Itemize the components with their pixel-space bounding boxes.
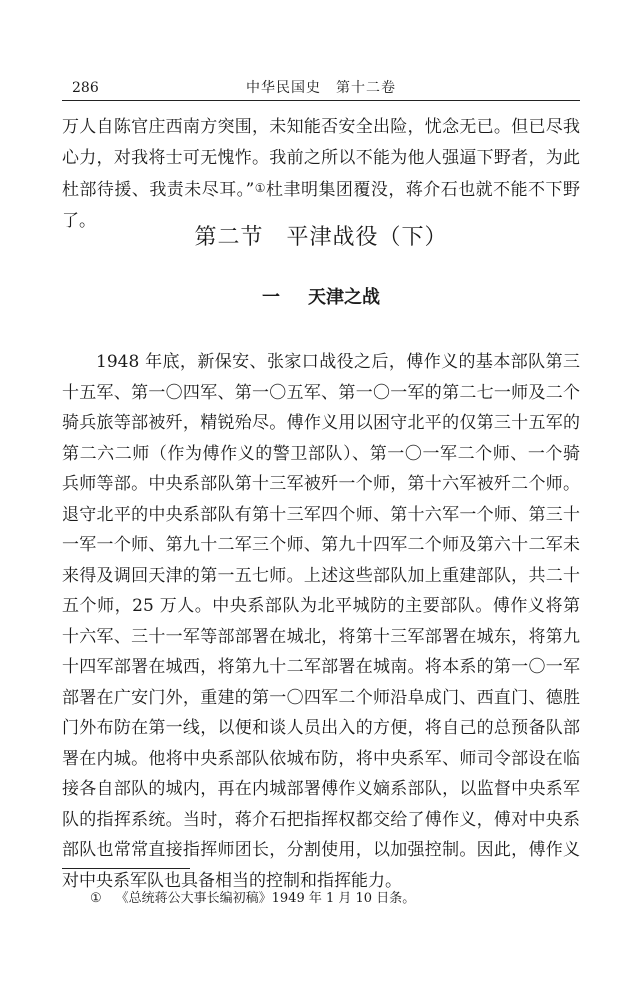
main-paragraph: 1948 年底，新保安、张家口战役之后，傅作义的基本部队第三十五军、第一〇四军、第一〇五军、第一〇一军的第二七一师及二个骑兵旅等部被歼，精锐殆尽。傅作义用以困守北平的仅第三十五军的第二六二师（作为傅作义的警卫部队）、第一〇一军二个师、一个骑兵师等部。中央系部队第十三军被歼一个师，第十六军被歼二个师。退守北平的中央系部队有第十三军四个师、第十六军一个师、第三十一军一个师、第九十二军三个师、第九十四军二个师及第六十二军未来得及调回天津的第一五七师。上述这些部队加上重建部队，共二十五个师，25 万人。中央系部队为北平城防的主要部队。傅作义将第十六军、三十一军等部部署在城北，将第十三军部署在城东，将第九十四军部署在城西，将第九十二军部署在城南。将本系的第一〇一军部署在广安门外，重建的第一〇四军二个师沿阜成门、西直门、德胜门外布防在第一线，以便和谈人员出入的方便，将自己的总预备队部署在内城。他将中央系部队依城布防，将中央系军、师司令部设在临接各自部队的城内，再在内城部署傅作义嫡系部队，以监督中央系军队的指挥系统。当时，蒋介石把指挥权都交给了傅作义，傅对中央系部队也常常直接指挥师团长，分割使用，以加强控制。因此，傅作义对中央系军队也具备相当的控制和指挥能力。: [62, 352, 580, 891]
subsection-title: 天津之战: [308, 287, 380, 308]
paragraph-text-after-ref: 杜聿明集团覆没，蒋介石也就不能不下野了。: [62, 180, 580, 231]
running-title: 中华民国史 第十二卷: [246, 80, 396, 96]
page-header: [62, 78, 580, 100]
page-number: 286: [72, 80, 99, 96]
footnote-text: 《总统蒋公大事长编初稿》1949 年 1 月 10 日条。: [115, 891, 416, 906]
section-title: 第二节 平津战役（下）: [194, 225, 448, 250]
subsection-number: 一: [262, 287, 280, 308]
paragraph-text-before-ref: 万人自陈官庄西南方突围，未知能否安全出险，忧念无已。但已尽我心力，对我将士可无愧怍。我前之所以不能为他人强逼下野者，为此杜部待援、我责未尽耳。”: [62, 117, 580, 200]
continued-paragraph: [62, 112, 580, 236]
footnote-reference[interactable]: ①: [254, 181, 267, 195]
footnote: [90, 889, 415, 909]
header-rule: [62, 100, 580, 101]
footnote-mark: ①: [90, 891, 102, 906]
footnote-rule: [62, 868, 190, 869]
subsection-heading: [62, 284, 580, 312]
